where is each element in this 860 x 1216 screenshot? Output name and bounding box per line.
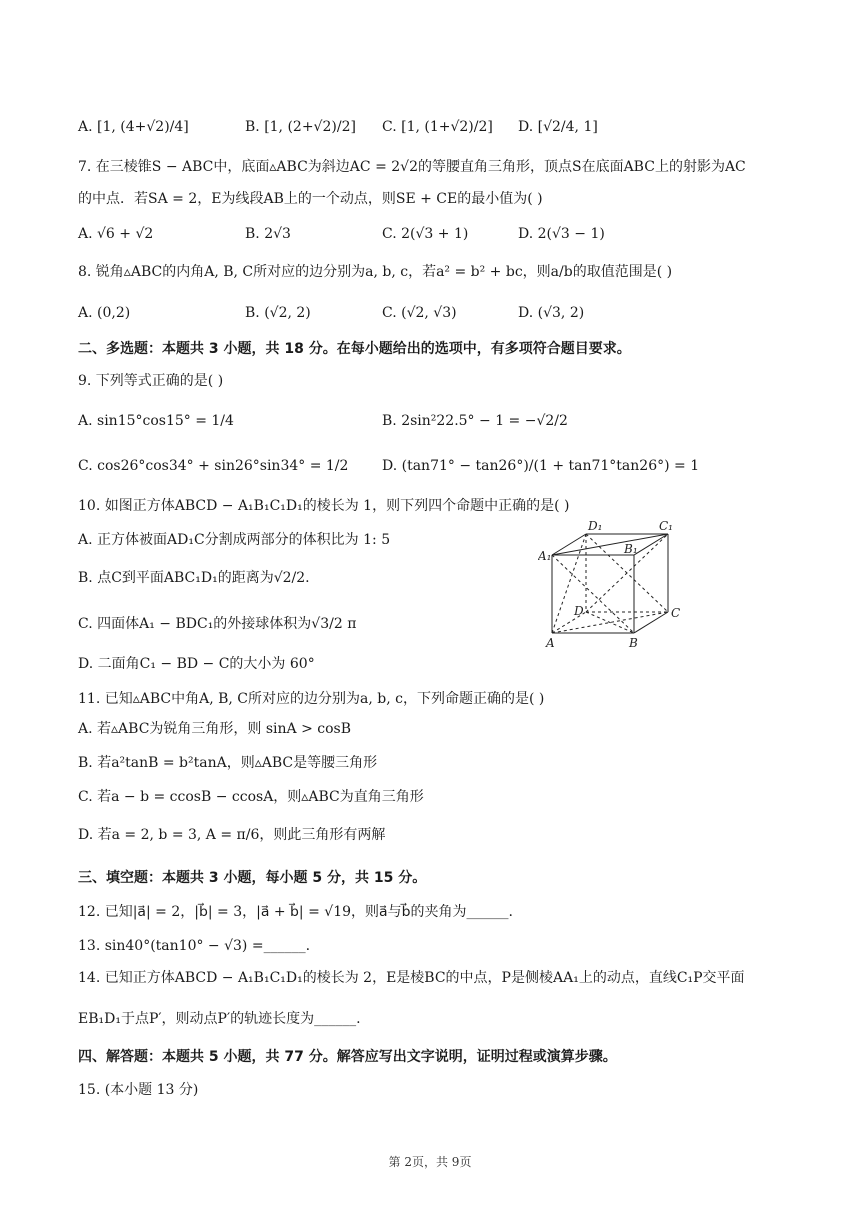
diagonal-ad1 bbox=[552, 534, 586, 633]
diagonal-a1b bbox=[552, 555, 634, 633]
q8-option-b: B. (√2, 2) bbox=[245, 305, 311, 321]
page-footer: 第 2页，共 9页 bbox=[388, 1155, 472, 1169]
q9-option-b: B. 2sin²22.5° − 1 = −√2/2 bbox=[382, 413, 568, 429]
q7-stem-line2: 的中点．若SA = 2，E为线段AB上的一个动点，则SE + CE的最小值为( ) bbox=[78, 191, 543, 207]
q6-option-a: A. [1, (4+√2)/4] bbox=[78, 119, 189, 135]
q7-option-d: D. 2(√3 − 1) bbox=[518, 226, 605, 242]
q9-option-d: D. (tan71° − tan26°)/(1 + tan71°tan26°) = 1 bbox=[382, 458, 700, 474]
q13-stem: 13. sin40°(tan10° − √3) =______. bbox=[78, 938, 311, 954]
q6-option-d: D. [√2/4, 1] bbox=[518, 119, 598, 135]
section-heading-multiple-choice: 二、多选题：本题共 3 小题，共 18 分。在每小题给出的选项中，有多项符合题目要求。 bbox=[78, 341, 631, 357]
q8-option-a: A. (0,2) bbox=[78, 305, 131, 321]
q10-option-d: D. 二面角C₁ − BD − C的大小为 60° bbox=[78, 656, 315, 672]
q11-option-d: D. 若a = 2, b = 3, A = π/6，则此三角形有两解 bbox=[78, 827, 386, 843]
q10-option-a: A. 正方体被面AD₁C分割成两部分的体积比为 1: 5 bbox=[78, 532, 391, 548]
q6-option-b: B. [1, (2+√2)/2] bbox=[245, 119, 356, 135]
edge-bc bbox=[634, 612, 668, 633]
q10-option-c: C. 四面体A₁ − BDC₁的外接球体积为√3/2 π bbox=[78, 616, 357, 632]
q12-stem: 12. 已知|a⃗| = 2，|b⃗| = 3，|a⃗ + b⃗| = √19，则a⃗与b⃗的夹角为______. bbox=[78, 904, 513, 920]
section-heading-fill-in: 三、填空题：本题共 3 小题，每小题 5 分，共 15 分。 bbox=[78, 870, 427, 886]
q10-stem: 10. 如图正方体ABCD − A₁B₁C₁D₁的棱长为 1，则下列四个命题中正确的是( ) bbox=[78, 498, 570, 514]
label-c: C bbox=[671, 606, 681, 620]
q9-stem: 9. 下列等式正确的是( ) bbox=[78, 373, 224, 389]
q8-option-d: D. (√3, 2) bbox=[518, 305, 585, 321]
q8-option-c: C. (√2, √3) bbox=[382, 305, 457, 321]
q11-option-b: B. 若a²tanB = b²tanA，则▵ABC是等腰三角形 bbox=[78, 755, 378, 771]
label-d1: D₁ bbox=[588, 519, 603, 533]
diagonal-db bbox=[586, 612, 634, 633]
label-a1: A₁ bbox=[538, 549, 552, 563]
q11-stem: 11. 已知▵ABC中角A, B, C所对应的边分别为a, b, c，下列命题正确的是( ) bbox=[78, 691, 545, 707]
q9-option-a: A. sin15°cos15° = 1/4 bbox=[78, 413, 234, 429]
label-b: B bbox=[629, 636, 638, 650]
q7-option-b: B. 2√3 bbox=[245, 226, 291, 242]
q10-option-b: B. 点C到平面ABC₁D₁的距离为√2/2. bbox=[78, 570, 310, 586]
section-heading-solutions: 四、解答题：本题共 5 小题，共 77 分。解答应写出文字说明，证明过程或演算步骤。 bbox=[78, 1049, 617, 1065]
q7-option-c: C. 2(√3 + 1) bbox=[382, 226, 469, 242]
label-c1: C₁ bbox=[659, 519, 673, 533]
label-b1: B₁ bbox=[624, 542, 638, 556]
q8-stem: 8. 锐角▵ABC的内角A, B, C所对应的边分别为a, b, c，若a² = b² + bc，则a/b的取值范围是( ) bbox=[78, 264, 673, 280]
q15-heading: 15. (本小题 13 分) bbox=[78, 1082, 199, 1098]
q11-option-c: C. 若a − b = ccosB − ccosA，则▵ABC为直角三角形 bbox=[78, 789, 424, 805]
q7-stem-line1: 7. 在三棱锥S − ABC中，底面▵ABC为斜边AC = 2√2的等腰直角三角形，顶点S在底面ABC上的射影为AC bbox=[78, 159, 746, 175]
q14-stem-line2: EB₁D₁于点P′，则动点P′的轨迹长度为______. bbox=[78, 1011, 361, 1027]
cube-figure bbox=[538, 515, 688, 655]
q9-option-c: C. cos26°cos34° + sin26°sin34° = 1/2 bbox=[78, 458, 349, 474]
label-d: D bbox=[574, 604, 584, 618]
label-a: A bbox=[546, 636, 555, 650]
q6-option-c: C. [1, (1+√2)/2] bbox=[382, 119, 493, 135]
q7-option-a: A. √6 + √2 bbox=[78, 226, 154, 242]
q11-option-a: A. 若▵ABC为锐角三角形，则 sinA > cosB bbox=[78, 721, 352, 737]
q14-stem-line1: 14. 已知正方体ABCD − A₁B₁C₁D₁的棱长为 2，E是棱BC的中点，P是侧棱AA₁上的动点，直线C₁P交平面 bbox=[78, 970, 745, 986]
